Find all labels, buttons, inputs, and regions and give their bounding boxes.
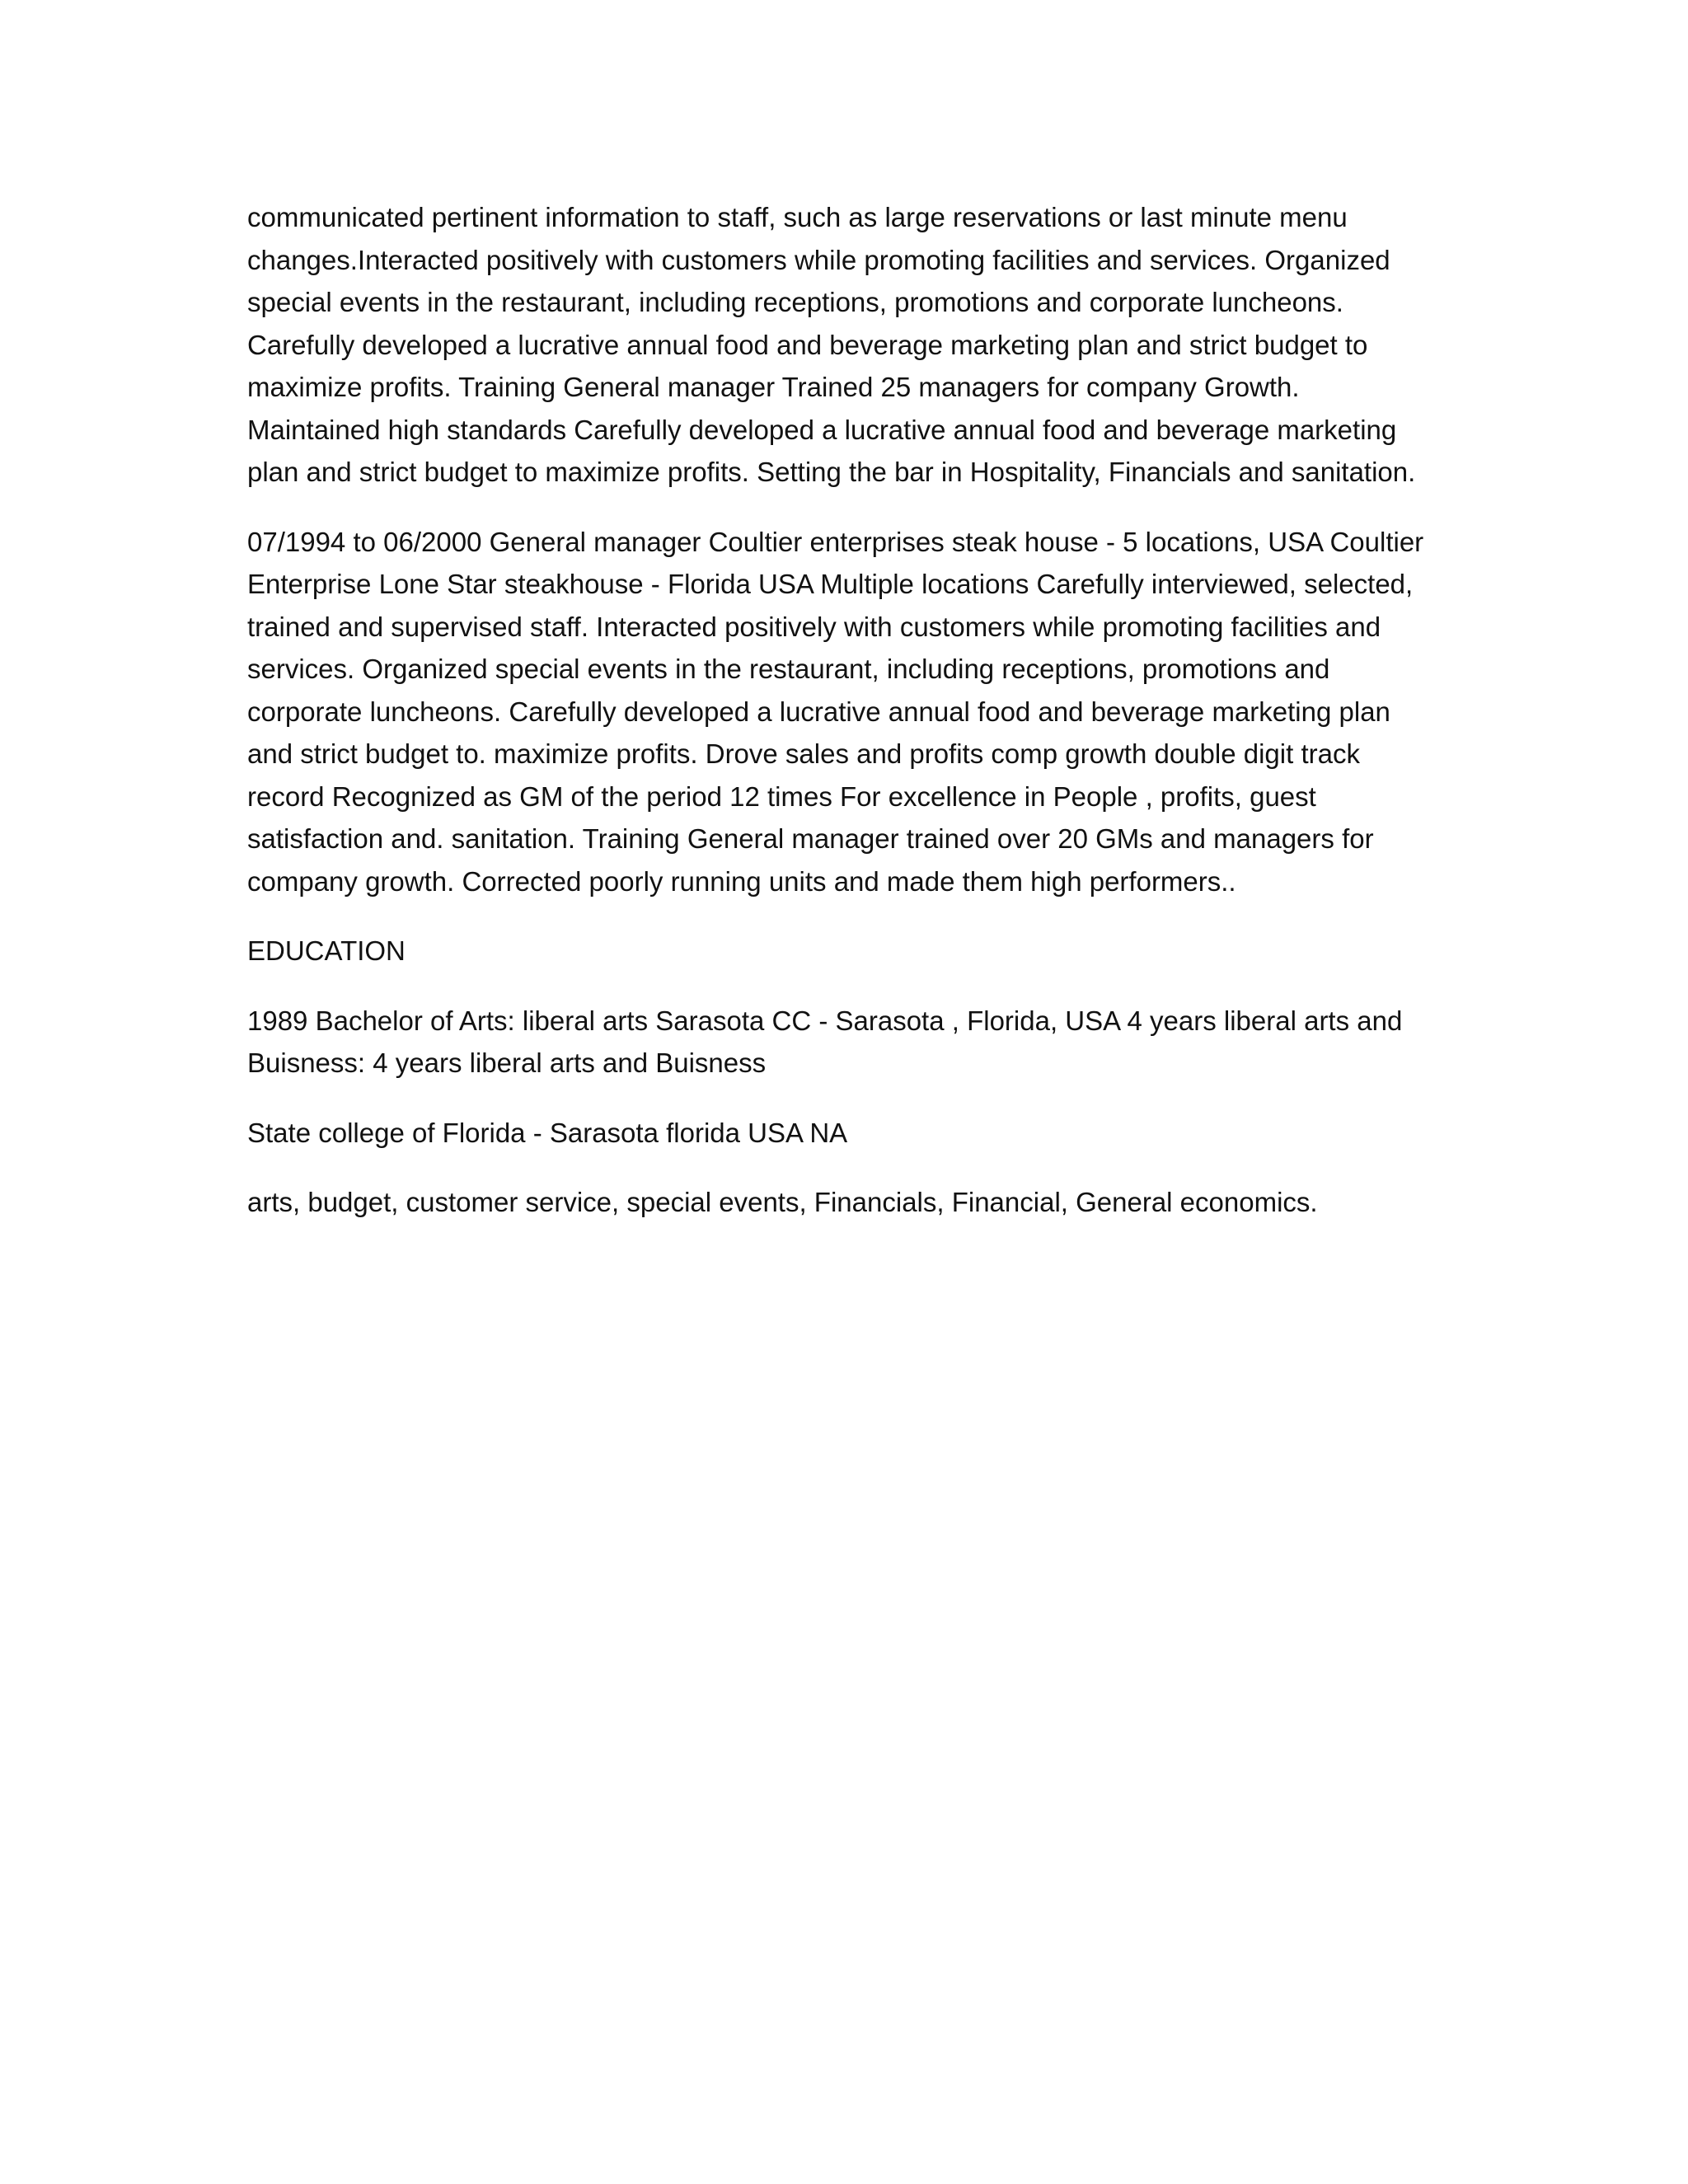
education-degree: 1989 Bachelor of Arts: liberal arts Sarasota CC - Sarasota , Florida, USA 4 years liberal arts and Buisness: 4 years liberal arts and Buisness	[247, 1005, 1403, 1078]
experience-paragraph-1: communicated pertinent information to staff, such as large reservations or last minute menu changes.Interacted positively with customers while promoting facilities and services. Organized special events in the restaurant, including receptions, promotions and corporate luncheons. Carefully developed a lucrative annual food and beverage marketing plan and strict budget to maximize profits. Training General manager Trained 25 managers for company Growth. Maintained high standards Carefully developed a lucrative annual food and beverage marketing plan and strict budget to maximize profits. Setting the bar in Hospitality, Financials and sanitation.	[247, 202, 1416, 487]
education-college: State college of Florida - Sarasota florida USA NA	[247, 1117, 848, 1148]
skills-line: arts, budget, customer service, special events, Financials, Financial, General economics.	[247, 1187, 1318, 1217]
resume-body	[247, 196, 1434, 1251]
education-heading: EDUCATION	[247, 935, 406, 966]
experience-paragraph-2: 07/1994 to 06/2000 General manager Coultier enterprises steak house - 5 locations, USA Coultier Enterprise Lone Star steakhouse - Florida USA Multiple locations Carefully interviewed, selected, trained and supervised staff. Interacted positively with customers while promoting facilities and services. Organized special events in the restaurant, including receptions, promotions and corporate luncheons. Carefully developed a lucrative annual food and beverage marketing plan and strict budget to. maximize profits. Drove sales and profits comp growth double digit track record Recognized as GM of the period 12 times For excellence in People , profits, guest satisfaction and. sanitation. Training General manager trained over 20 GMs and managers for company growth. Corrected poorly running units and made them high performers..	[247, 526, 1424, 897]
